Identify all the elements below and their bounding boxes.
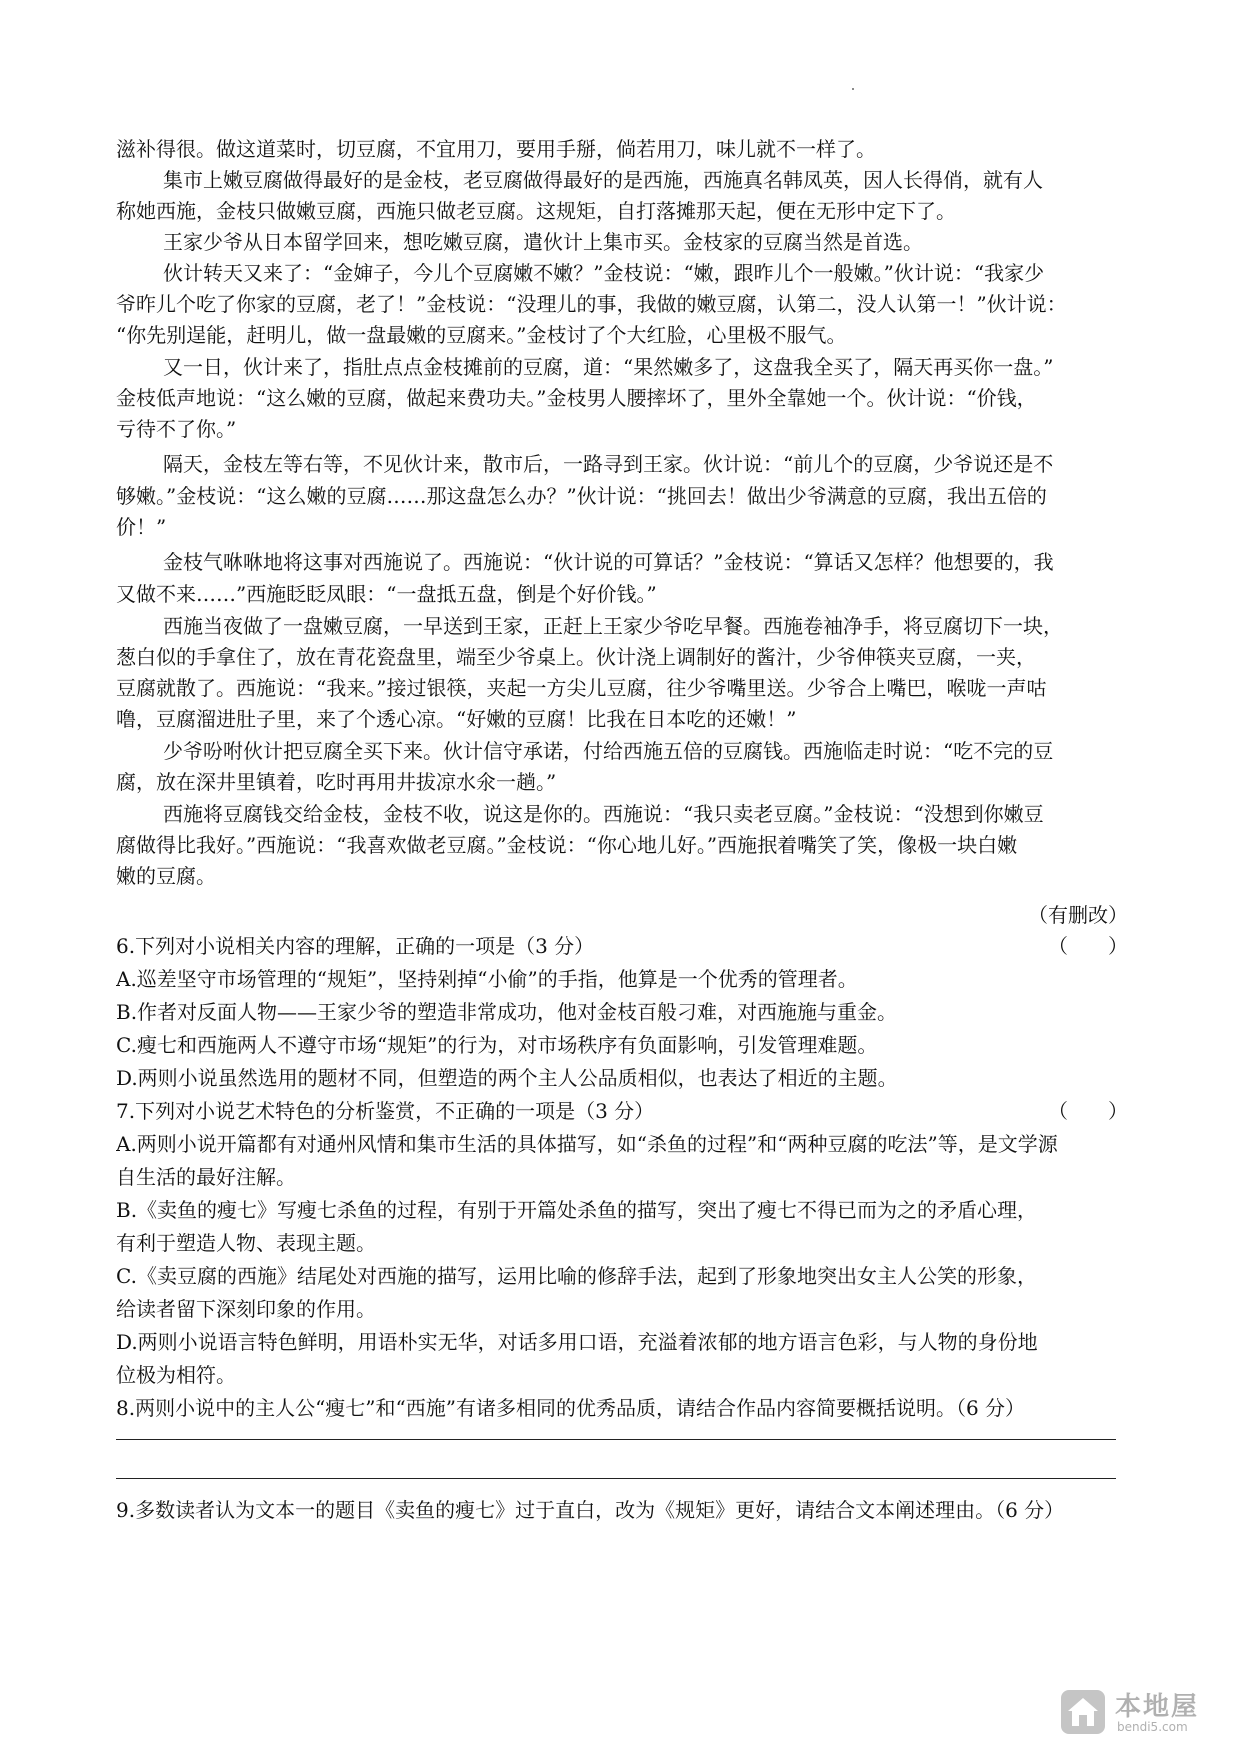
story-line: 又做不来……”西施眨眨凤眼：“一盘抵五盘，倒是个好价钱。” bbox=[116, 582, 657, 606]
story-line: 王家少爷从日本留学回来，想吃嫩豆腐，遣伙计上集市买。金枝家的豆腐当然是首选。 bbox=[163, 230, 923, 254]
answer-bracket: （ ） bbox=[1048, 934, 1128, 958]
question-7-option-a: A.两则小说开篇都有对通州风情和集市生活的具体描写，如“杀鱼的过程”和“两种豆腐的吃法”等，是文学源 bbox=[116, 1132, 1058, 1156]
house-logo-icon bbox=[1059, 1688, 1107, 1736]
question-6-option-c: C.瘦七和西施两人不遵守市场“规矩”的行为，对市场秩序有负面影响，引发管理难题。 bbox=[116, 1033, 878, 1057]
question-9-stem: 9.多数读者认为文本一的题目《卖鱼的瘦七》过于直白，改为《规矩》更好，请结合文本阐述理由。（6 分） bbox=[116, 1498, 1065, 1522]
story-line: 腐做得比我好。”西施说：“我喜欢做老豆腐。”金枝说：“你心地儿好。”西施抿着嘴笑了笑，像极一块白嫩 bbox=[116, 833, 1018, 857]
watermark-name: 本地屋 bbox=[1115, 1692, 1200, 1722]
question-7-option-c-cont: 给读者留下深刻印象的作用。 bbox=[116, 1297, 376, 1321]
story-line: 金枝低声地说：“这么嫩的豆腐，做起来费功夫。”金枝男人腰摔坏了，里外全靠她一个。伙计说：“价钱， bbox=[116, 386, 1037, 410]
story-line: 够嫩。”金枝说：“这么嫩的豆腐……那这盘怎么办？”伙计说：“挑回去！做出少爷满意的豆腐，我出五倍的 bbox=[116, 484, 1047, 508]
scan-speck bbox=[852, 88, 854, 90]
story-line: 葱白似的手拿住了，放在青花瓷盘里，端至少爷桌上。伙计浇上调制好的酱汁，少爷伸筷夹豆腐，一夹， bbox=[116, 645, 1036, 669]
answer-line[interactable] bbox=[116, 1478, 1116, 1479]
question-7-option-b-cont: 有利于塑造人物、表现主题。 bbox=[116, 1231, 376, 1255]
story-line: 滋补得很。做这道菜时，切豆腐，不宜用刀，要用手掰，倘若用刀，味儿就不一样了。 bbox=[116, 137, 876, 161]
question-6-option-a: A.巡差坚守市场管理的“规矩”，坚持剁掉“小偷”的手指，他算是一个优秀的管理者。 bbox=[116, 967, 858, 991]
watermark-url: bendi5.com bbox=[1117, 1720, 1188, 1734]
question-7-option-b: B.《卖鱼的瘦七》写瘦七杀鱼的过程，有别于开篇处杀鱼的描写，突出了瘦七不得已而为之的矛盾心理， bbox=[116, 1198, 1038, 1222]
story-line: 西施当夜做了一盘嫩豆腐，一早送到王家，正赶上王家少爷吃早餐。西施卷袖净手，将豆腐切下一块， bbox=[163, 614, 1063, 638]
question-7-option-c: C.《卖豆腐的西施》结尾处对西施的描写，运用比喻的修辞手法，起到了形象地突出女主人公笑的形象， bbox=[116, 1264, 1037, 1288]
story-line: 称她西施，金枝只做嫩豆腐，西施只做老豆腐。这规矩，自打落摊那天起，便在无形中定下了。 bbox=[116, 199, 956, 223]
story-line: 少爷吩咐伙计把豆腐全买下来。伙计信守承诺，付给西施五倍的豆腐钱。西施临走时说：“吃不完的豆 bbox=[163, 739, 1054, 763]
question-7-option-d-cont: 位极为相符。 bbox=[116, 1363, 236, 1387]
story-line: 腐，放在深井里镇着，吃时再用井拔凉水氽一趟。” bbox=[116, 770, 557, 794]
story-line: 西施将豆腐钱交给金枝，金枝不收，说这是你的。西施说：“我只卖老豆腐。”金枝说：“没想到你嫩豆 bbox=[163, 802, 1044, 826]
question-6-stem: 6.下列对小说相关内容的理解，正确的一项是（3 分） bbox=[116, 934, 595, 958]
story-line: 爷昨儿个吃了你家的豆腐，老了！”金枝说：“没理儿的事，我做的嫩豆腐，认第二，没人认第一！”伙计说： bbox=[116, 292, 1067, 316]
story-line: 嫩的豆腐。 bbox=[116, 864, 216, 888]
watermark bbox=[1059, 1684, 1229, 1740]
story-line: 隔天，金枝左等右等，不见伙计来，散市后，一路寻到王家。伙计说：“前儿个的豆腐，少爷说还是不 bbox=[163, 452, 1054, 476]
story-line: 豆腐就散了。西施说：“我来。”接过银筷，夹起一方尖儿豆腐，往少爷嘴里送。少爷合上嘴巴，喉咙一声咕 bbox=[116, 676, 1047, 700]
story-line: 集市上嫩豆腐做得最好的是金枝，老豆腐做得最好的是西施，西施真名韩凤英，因人长得俏，就有人 bbox=[163, 168, 1043, 192]
story-line: “你先别逞能，赶明儿，做一盘最嫩的豆腐来。”金枝讨了个大红脸，心里极不服气。 bbox=[116, 323, 847, 347]
answer-bracket: （ ） bbox=[1048, 1099, 1128, 1123]
answer-line[interactable] bbox=[116, 1439, 1116, 1440]
question-7-option-d: D.两则小说语言特色鲜明，用语朴实无华，对话多用口语，充溢着浓郁的地方语言色彩，与人物的身份地 bbox=[116, 1330, 1038, 1354]
story-line: 噜，豆腐溜进肚子里，来了个透心凉。“好嫩的豆腐！比我在日本吃的还嫩！” bbox=[116, 707, 797, 731]
question-6-option-b: B.作者对反面人物——王家少爷的塑造非常成功，他对金枝百般刁难，对西施施与重金。 bbox=[116, 1000, 898, 1024]
question-7-option-a-cont: 自生活的最好注解。 bbox=[116, 1165, 296, 1189]
question-6-option-d: D.两则小说虽然选用的题材不同，但塑造的两个主人公品质相似，也表达了相近的主题。 bbox=[116, 1066, 898, 1090]
story-line: 又一日，伙计来了，指肚点点金枝摊前的豆腐，道：“果然嫩多了，这盘我全买了，隔天再买你一盘。” bbox=[163, 355, 1054, 379]
question-7-stem: 7.下列对小说艺术特色的分析鉴赏，不正确的一项是（3 分） bbox=[116, 1099, 655, 1123]
story-line: 价！” bbox=[116, 515, 167, 539]
abridged-note: （有删改） bbox=[1028, 903, 1128, 927]
story-line: 金枝气咻咻地将这事对西施说了。西施说：“伙计说的可算话？”金枝说：“算话又怎样？他想要的，我 bbox=[163, 550, 1054, 574]
story-line: 伙计转天又来了：“金婶子，今儿个豆腐嫩不嫩？”金枝说：“嫩，跟昨儿个一般嫩。”伙计说：“我家少 bbox=[163, 261, 1045, 285]
story-line: 亏待不了你。” bbox=[116, 417, 237, 441]
question-8-stem: 8.两则小说中的主人公“瘦七”和“西施”有诸多相同的优秀品质，请结合作品内容简要概括说明。（6 分） bbox=[116, 1396, 1026, 1420]
